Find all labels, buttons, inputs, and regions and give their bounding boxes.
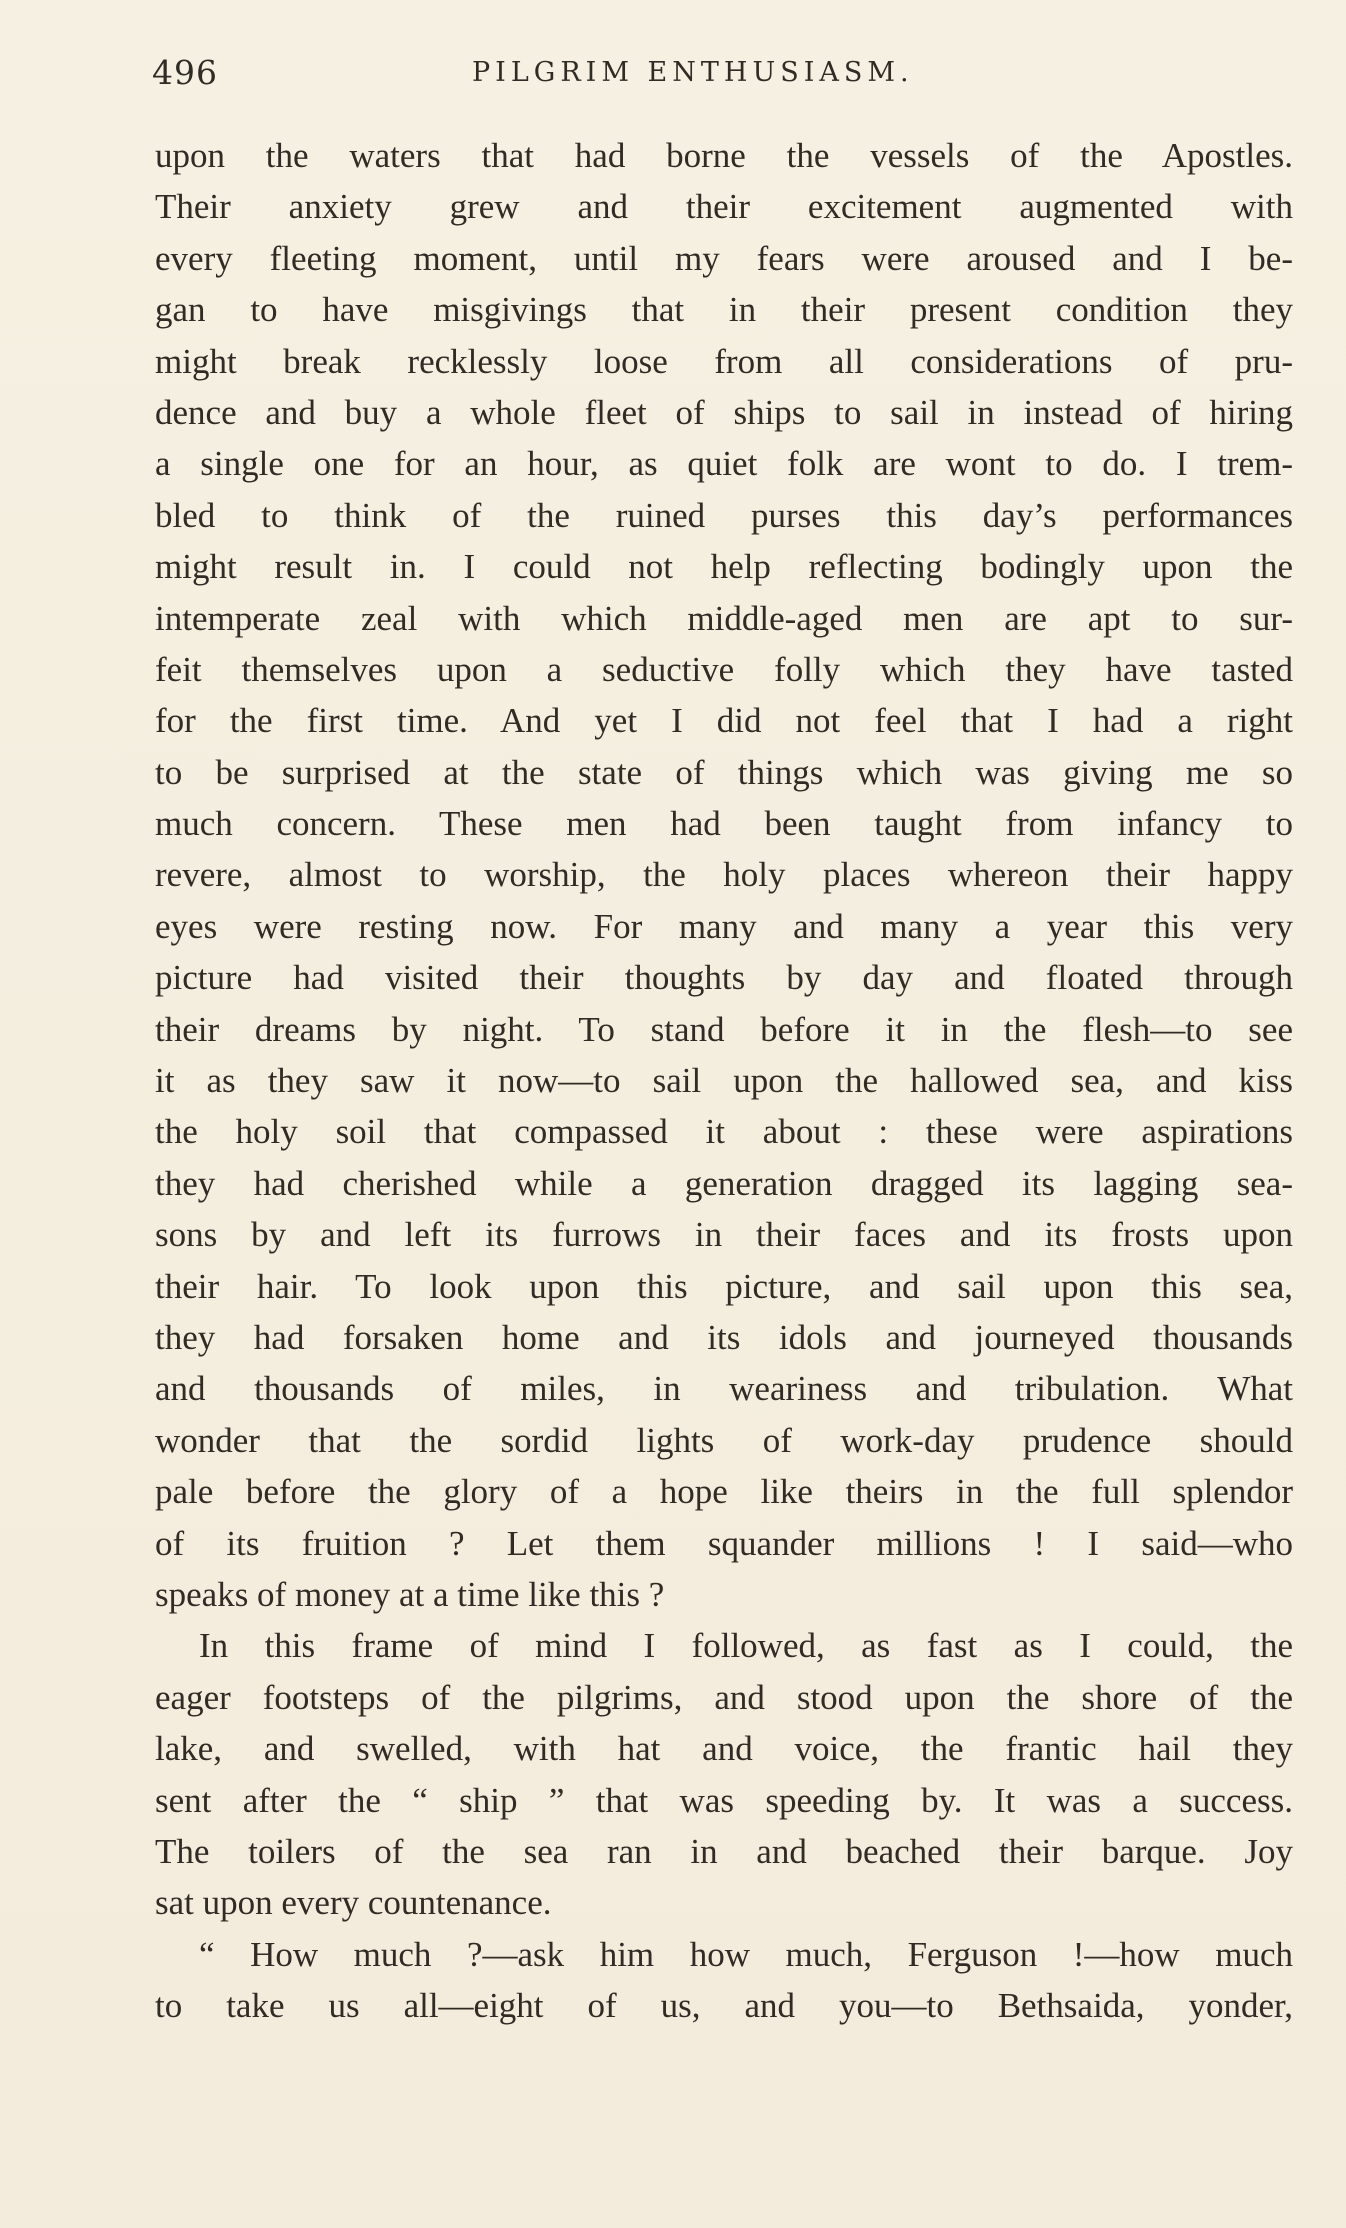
running-head xyxy=(152,48,1292,98)
text-line: every fleeting moment, until my fears were aroused and I be- xyxy=(155,238,1293,278)
text-line: the holy soil that compassed it about : these were aspirations xyxy=(155,1112,1293,1152)
text-line: wonder that the sordid lights of work-day prudence should xyxy=(155,1420,1293,1460)
text-line: lake, and swelled, with hat and voice, the frantic hail they xyxy=(155,1729,1293,1769)
text-line: they had forsaken home and its idols and journeyed thousands xyxy=(155,1317,1293,1357)
text-line: intemperate zeal with which middle-aged men are apt to sur- xyxy=(155,598,1293,638)
text-line: bled to think of the ruined purses this day’s performances xyxy=(155,495,1293,535)
text-line: they had cherished while a generation dragged its lagging sea- xyxy=(155,1163,1293,1203)
text-line: a single one for an hour, as quiet folk are wont to do. I trem- xyxy=(155,444,1293,484)
text-line: eager footsteps of the pilgrims, and stood upon the shore of the xyxy=(155,1677,1293,1717)
text-line: much concern. These men had been taught from infancy to xyxy=(155,804,1293,844)
body-text xyxy=(155,130,1293,2031)
text-line: sat upon every countenance. xyxy=(155,1883,552,1923)
text-line: gan to have misgivings that in their present condition they xyxy=(155,290,1293,330)
running-title: PILGRIM ENTHUSIASM. xyxy=(472,57,914,88)
text-line: dence and buy a whole fleet of ships to sail in instead of hiring xyxy=(155,392,1293,432)
text-line: sent after the “ ship ” that was speeding by. It was a success. xyxy=(155,1780,1293,1820)
text-line: it as they saw it now—to sail upon the hallowed sea, and kiss xyxy=(155,1061,1293,1101)
text-line: feit themselves upon a seductive folly which they have tasted xyxy=(155,649,1293,689)
text-line: pale before the glory of a hope like theirs in the full splendor xyxy=(155,1472,1293,1512)
text-line: their dreams by night. To stand before it in the flesh—to see xyxy=(155,1009,1293,1049)
text-line: their hair. To look upon this picture, and sail upon this sea, xyxy=(155,1266,1293,1306)
text-line: upon the waters that had borne the vessels of the Apostles. xyxy=(155,136,1293,175)
text-line: eyes were resting now. For many and many a year this very xyxy=(155,906,1293,946)
text-line: might result in. I could not help reflecting bodingly upon the xyxy=(155,547,1293,587)
text-line: to be surprised at the state of things which was giving me so xyxy=(155,752,1293,792)
text-line: The toilers of the sea ran in and beached their barque. Joy xyxy=(155,1831,1293,1871)
page-number: 496 xyxy=(152,53,218,92)
text-line: “ How much ?—ask him how much, Ferguson !—how much xyxy=(199,1934,1293,1974)
text-line: sons by and left its furrows in their faces and its frosts upon xyxy=(155,1215,1293,1255)
text-line: revere, almost to worship, the holy places whereon their happy xyxy=(155,855,1293,895)
text-line: might break recklessly loose from all considerations of pru- xyxy=(155,341,1293,381)
text-line: In this frame of mind I followed, as fast as I could, the xyxy=(199,1626,1293,1666)
text-line: Their anxiety grew and their excitement augmented with xyxy=(155,187,1293,227)
text-line: of its fruition ? Let them squander millions ! I said—who xyxy=(155,1523,1293,1563)
text-line: for the first time. And yet I did not feel that I had a right xyxy=(155,701,1293,741)
text-line: picture had visited their thoughts by day and floated through xyxy=(155,958,1293,998)
text-line: to take us all—eight of us, and you—to Bethsaida, yonder, xyxy=(155,1986,1293,2026)
text-line: and thousands of miles, in weariness and tribulation. What xyxy=(155,1369,1293,1409)
text-line: speaks of money at a time like this ? xyxy=(155,1574,665,1614)
